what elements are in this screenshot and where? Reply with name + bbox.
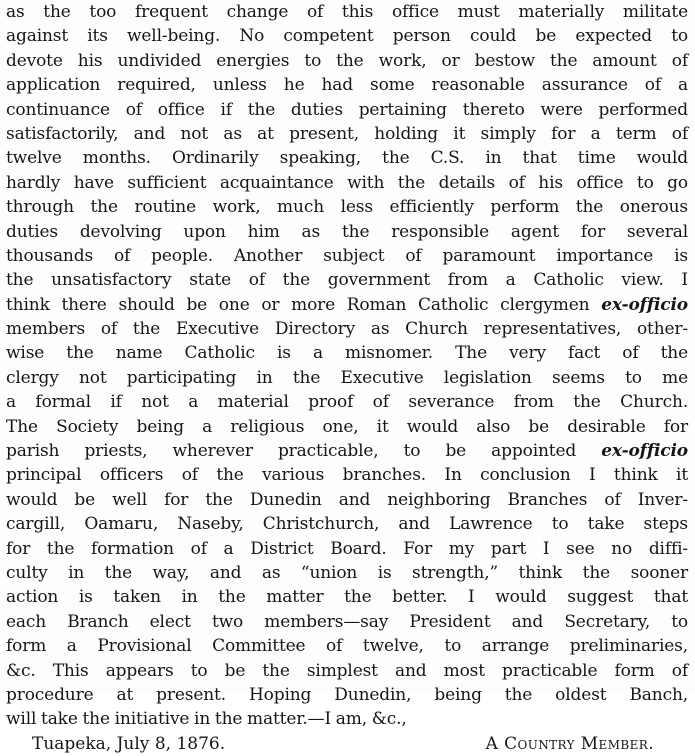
text-line-28: &c. This appears to be the simplest and most practicable form of <box>6 660 688 681</box>
text-line-9: through the routine work, much less efficiently perform the onerous <box>6 197 688 218</box>
text-line-12: the unsatisfactory state of the government from a Catholic view. I <box>6 270 688 291</box>
text-line-16: clergy not participating in the Executive legislation seems to me <box>6 367 688 388</box>
text-line-14: members of the Executive Directory as Church representatives, other- <box>6 319 688 340</box>
letter-text-column <box>6 0 688 756</box>
text-line-2: against its well-being. No competent person could be expected to <box>6 26 688 47</box>
text-line-19 <box>6 439 688 463</box>
text-line-1: as the too frequent change of this office must materially militate <box>6 2 688 22</box>
signoff-line <box>6 732 688 756</box>
text-line-17: a formal if not a material proof of severance from the Church. <box>6 392 688 413</box>
text-line-3: devote his undivided energies to the work, or bestow the amount of <box>6 50 688 71</box>
text-line-11: thousands of people. Another subject of paramount importance is <box>6 245 688 266</box>
text-line-4: application required, unless he had some reasonable assurance of a <box>6 75 688 96</box>
text-line-24: culty in the way, and as “union is strength,” think the sooner <box>6 562 688 583</box>
place-date: Tuapeka, July 8, 1876. <box>32 733 226 754</box>
text-line-25: action is taken in the matter the better. I would suggest that <box>6 587 688 608</box>
text-line-5: continuance of office if the duties pertaining thereto were performed <box>6 99 688 120</box>
text-line-7: twelve months. Ordinarily speaking, the C.S. in that time would <box>6 148 688 169</box>
text-line-27: form a Provisional Committee of twelve, to arrange preliminaries, <box>6 636 688 657</box>
text-line-13 <box>6 293 688 317</box>
text-line-13-start: think there should be one or more Roman Catholic clergymen <box>6 294 602 315</box>
ex-officio-italic-2: ex-officio <box>601 441 688 462</box>
text-line-23: for the formation of a District Board. For my part I see no diffi- <box>6 538 688 559</box>
text-line-20: principal officers of the various branches. In conclusion I think it <box>6 465 688 486</box>
text-line-21: would be well for the Dunedin and neighboring Branches of Inver- <box>6 489 688 510</box>
text-line-6: satisfactorily, and not as at present, holding it simply for a term of <box>6 123 688 144</box>
text-line-29: procedure at present. Hoping Dunedin, being the oldest Banch, <box>6 684 688 705</box>
text-line-19-start: parish priests, wherever practicable, to be appointed <box>6 441 602 462</box>
text-line-10: duties devolving upon him as the responsible agent for several <box>6 221 688 242</box>
text-line-15: wise the name Catholic is a misnomer. The very fact of the <box>6 343 688 364</box>
text-line-26: each Branch elect two members—say President and Secretary, to <box>6 611 688 632</box>
ex-officio-italic-1: ex-officio <box>601 294 688 315</box>
text-line-8: hardly have sufficient acquaintance with the details of his office to go <box>6 172 688 193</box>
text-line-18: The Society being a religious one, it would also be desirable for <box>6 416 688 437</box>
signature: A Country Member. <box>485 733 654 754</box>
text-line-30: will take the initiative in the matter.—I am, &c., <box>6 709 407 730</box>
text-line-22: cargill, Oamaru, Naseby, Christchurch, and Lawrence to take steps <box>6 514 688 535</box>
